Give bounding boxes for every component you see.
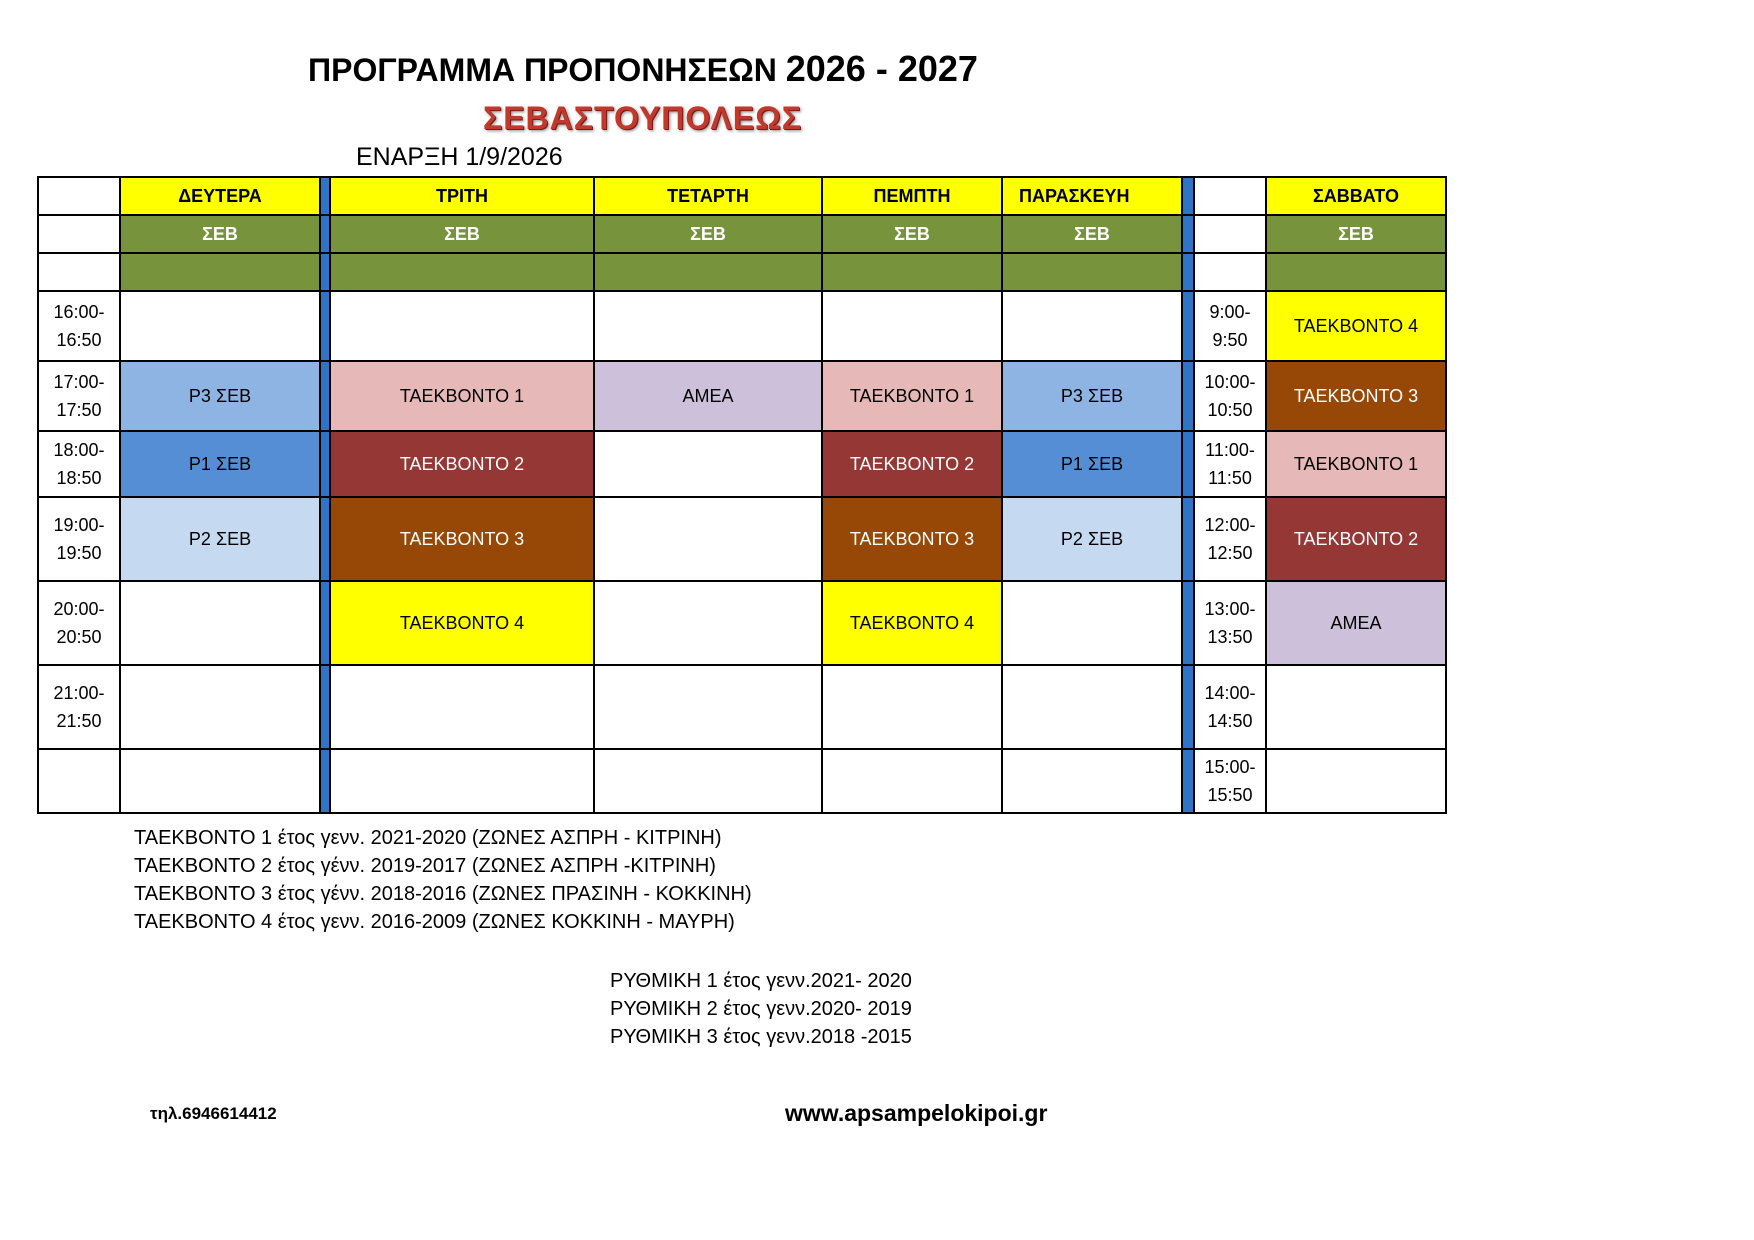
time-cell [38,497,120,581]
note-line: ΤΑΕΚΒΟΝΤΟ 4 έτος γενν. 2016-2009 (ΖΩΝΕΣ ΚΟΚΚΙΝΗ - ΜΑΥΡΗ) [134,911,735,933]
class-cell: Ρ2 ΣΕΒ [120,497,320,581]
column-separator [320,665,330,749]
time-text: 14:00- [1204,683,1256,703]
time-slot-row [38,497,1446,581]
day-header-row [38,177,1446,215]
time-text: 21:00- [53,683,105,703]
time-cell [38,361,120,431]
class-cell [594,665,822,749]
time-cell [1194,291,1266,361]
group-label: ΣΕΒ [120,215,320,253]
schedule-table [37,176,1447,814]
website-link[interactable]: www.apsampelokipoi.gr [785,1100,1048,1126]
time-text: 20:00- [53,599,105,619]
time-text: 13:50 [1207,627,1253,647]
time-text: 15:50 [1207,785,1253,805]
class-cell [330,749,594,813]
class-cell [594,749,822,813]
class-cell [330,665,594,749]
time-cell [1194,361,1266,431]
class-cell [594,497,822,581]
column-separator [1182,749,1194,813]
group-label: ΣΕΒ [1266,215,1446,253]
class-cell: Ρ1 ΣΕΒ [120,431,320,497]
class-cell [330,291,594,361]
class-cell: ΤΑΕΚΒΟΝΤΟ 1 [330,361,594,431]
class-cell: ΤΑΕΚΒΟΝΤΟ 2 [822,431,1002,497]
time-cell [38,291,120,361]
time-cell [1194,431,1266,497]
class-cell: ΤΑΕΚΒΟΝΤΟ 4 [822,581,1002,665]
class-cell [1266,665,1446,749]
time-text: 16:50 [56,330,102,350]
time-text: 9:50 [1212,330,1248,350]
time-text: 16:00- [53,302,105,322]
class-cell: ΑΜΕΑ [1266,581,1446,665]
time-text: 13:00- [1204,599,1256,619]
column-separator [320,177,330,215]
note-line: ΤΑΕΚΒΟΝΤΟ 3 έτος γένν. 2018-2016 (ΖΩΝΕΣ ΠΡΑΣΙΝΗ - ΚΟΚΚΙΝΗ) [134,883,752,905]
class-cell: ΑΜΕΑ [594,361,822,431]
page-title: ΠΡΟΓΡΑΜΜΑ ΠΡΟΠΟΝΗΣΕΩΝ 2026 - 2027 [308,48,978,89]
time-slot-row [38,749,1446,813]
class-cell: ΤΑΕΚΒΟΝΤΟ 3 [822,497,1002,581]
column-separator [320,581,330,665]
day-header: ΣΑΒΒΑΤΟ [1266,177,1446,215]
time-text: 19:00- [53,515,105,535]
location-title: ΣΕΒΑΣΤΟΥΠΟΛΕΩΣ [483,100,802,136]
note-line: ΤΑΕΚΒΟΝΤΟ 2 έτος γένν. 2019-2017 (ΖΩΝΕΣ ΑΣΠΡΗ -ΚΙΤΡΙΝΗ) [134,855,716,877]
class-cell: ΤΑΕΚΒΟΝΤΟ 1 [822,361,1002,431]
time-slot-row [38,581,1446,665]
time-text: 17:50 [56,400,102,420]
column-separator [1182,497,1194,581]
column-separator [1182,177,1194,215]
day-header: ΤΕΤΑΡΤΗ [594,177,822,215]
time-cell [38,581,120,665]
time-cell [1194,749,1266,813]
group-spacer-row [38,253,1446,291]
class-cell [1266,749,1446,813]
column-separator [1182,291,1194,361]
class-cell [594,291,822,361]
time-slot-row [38,361,1446,431]
class-cell: ΤΑΕΚΒΟΝΤΟ 4 [1266,291,1446,361]
note-line: ΤΑΕΚΒΟΝΤΟ 1 έτος γενν. 2021-2020 (ΖΩΝΕΣ ΑΣΠΡΗ - ΚΙΤΡΙΝΗ) [134,827,722,849]
time-text: 18:50 [56,468,102,488]
group-header-row [38,215,1446,253]
class-cell: Ρ3 ΣΕΒ [120,361,320,431]
class-cell [594,431,822,497]
phone-number: τηλ.6946614412 [150,1104,277,1123]
day-header: ΤΡΙΤΗ [330,177,594,215]
time-text: 10:00- [1204,372,1256,392]
class-cell [120,749,320,813]
class-cell: ΤΑΕΚΒΟΝΤΟ 2 [1266,497,1446,581]
time-text: 15:00- [1204,757,1256,777]
time-text: 9:00- [1209,302,1251,322]
taekwondo-notes [134,824,752,936]
start-date: ΕΝΑΡΞΗ 1/9/2026 [356,143,563,171]
class-cell: ΤΑΕΚΒΟΝΤΟ 3 [1266,361,1446,431]
class-cell: ΤΑΕΚΒΟΝΤΟ 1 [1266,431,1446,497]
time-text: 14:50 [1207,711,1253,731]
column-separator [320,291,330,361]
group-label: ΣΕΒ [822,215,1002,253]
class-cell: Ρ1 ΣΕΒ [1002,431,1182,497]
class-cell [120,291,320,361]
class-cell [1002,665,1182,749]
time-text: 11:50 [1208,468,1252,488]
time-text: 12:00- [1204,515,1256,535]
day-header: ΠΑΡΑΣΚΕΥΗ [1002,177,1182,215]
time-cell [38,749,120,813]
time-cell [38,431,120,497]
column-separator [320,497,330,581]
class-cell: Ρ2 ΣΕΒ [1002,497,1182,581]
time-text: 20:50 [56,627,102,647]
class-cell [822,749,1002,813]
time-slot-row [38,291,1446,361]
class-cell [822,291,1002,361]
column-separator [1182,361,1194,431]
column-separator [320,361,330,431]
time-cell [1194,497,1266,581]
time-text: 12:50 [1207,543,1253,563]
class-cell [1002,749,1182,813]
time-text: 10:50 [1207,400,1253,420]
time-cell [38,665,120,749]
time-text: 18:00- [53,440,105,460]
class-cell [822,665,1002,749]
note-line: ΡΥΘΜΙΚΗ 2 έτος γενν.2020- 2019 [610,998,912,1020]
column-separator [1182,581,1194,665]
group-label: ΣΕΒ [330,215,594,253]
class-cell [594,581,822,665]
column-separator [320,749,330,813]
time-text: 19:50 [56,543,102,563]
class-cell [1002,581,1182,665]
time-text: 11:00- [1205,440,1255,460]
rhythmic-notes [610,967,912,1051]
column-separator [1182,431,1194,497]
time-text: 21:50 [56,711,102,731]
time-cell [1194,581,1266,665]
class-cell [120,581,320,665]
class-cell: ΤΑΕΚΒΟΝΤΟ 3 [330,497,594,581]
class-cell: ΤΑΕΚΒΟΝΤΟ 2 [330,431,594,497]
group-label: ΣΕΒ [1002,215,1182,253]
column-separator [1182,665,1194,749]
note-line: ΡΥΘΜΙΚΗ 3 έτος γενν.2018 -2015 [610,1026,912,1048]
class-cell [120,665,320,749]
time-text: 17:00- [53,372,105,392]
class-cell [1002,291,1182,361]
time-slot-row [38,431,1446,497]
class-cell: Ρ3 ΣΕΒ [1002,361,1182,431]
day-header: ΔΕΥΤΕΡΑ [120,177,320,215]
time-cell [1194,665,1266,749]
note-line: ΡΥΘΜΙΚΗ 1 έτος γενν.2021- 2020 [610,970,912,992]
group-label: ΣΕΒ [594,215,822,253]
column-separator [320,431,330,497]
class-cell: ΤΑΕΚΒΟΝΤΟ 4 [330,581,594,665]
day-header: ΠΕΜΠΤΗ [822,177,1002,215]
time-slot-row [38,665,1446,749]
